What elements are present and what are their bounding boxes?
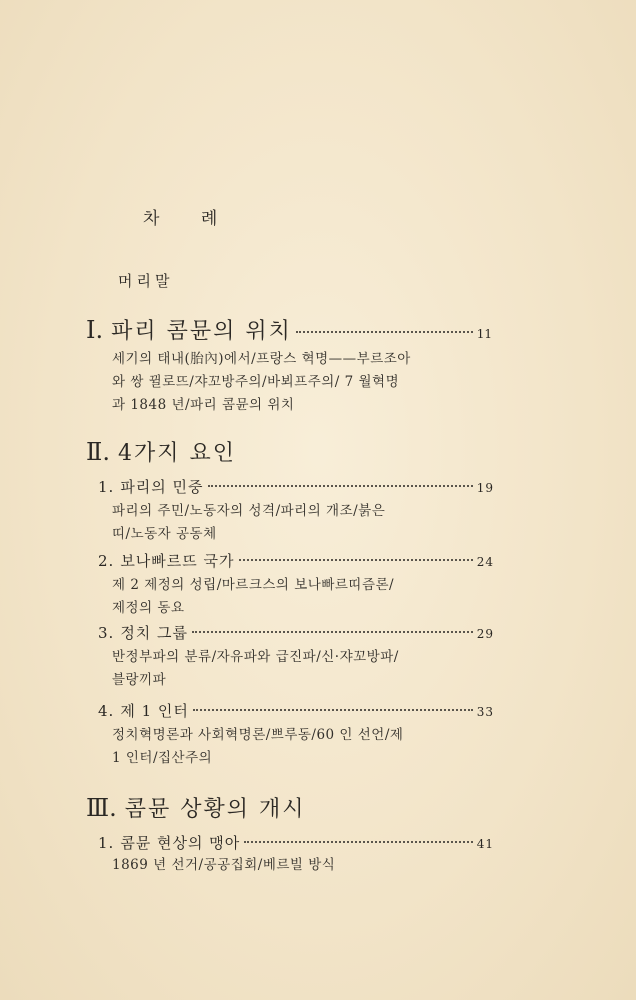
- part-title: 콤뮨 상황의 개시: [124, 797, 306, 822]
- section-2-4-desc: [112, 724, 403, 770]
- part-1-desc: [112, 348, 411, 417]
- page-number: 41: [476, 837, 494, 851]
- section-3-1: [98, 832, 494, 853]
- section-title: 콤뮨 현상의 맹아: [120, 834, 241, 852]
- desc-line: 세기의 태내(胎內)에서/프랑스 혁명——부르조아: [112, 351, 411, 367]
- section-number: 2.: [98, 552, 115, 570]
- leader-dots: [296, 331, 473, 333]
- leader-dots: [192, 631, 473, 633]
- part-2-heading: [86, 436, 236, 467]
- section-2-3-desc: [112, 646, 399, 692]
- desc-line: 제정의 동요: [112, 600, 185, 616]
- section-2-1: [98, 476, 494, 497]
- desc-line: 띠/노동자 공동체: [112, 526, 217, 542]
- section-2-2: [98, 550, 494, 571]
- page-number: 11: [476, 327, 492, 341]
- section-3-1-desc: [112, 854, 335, 877]
- part-title: 파리 콤뮨의 위치: [111, 319, 292, 344]
- desc-line: 반정부파의 분류/자유파와 급진파/신·쟈꼬방파/: [112, 649, 399, 665]
- desc-line: 정치혁명론과 사회혁명론/쁘루동/60 인 선언/제: [112, 727, 404, 743]
- page-number: 24: [476, 555, 494, 569]
- desc-line: 1 인터/집산주의: [112, 750, 213, 766]
- section-2-1-desc: [112, 500, 385, 546]
- section-title: 파리의 민중: [120, 478, 204, 496]
- desc-line: 블랑끼파: [112, 672, 167, 688]
- part-number: Ⅲ.: [86, 794, 117, 822]
- toc-heading: 차 례: [143, 209, 236, 229]
- section-2-2-desc: [112, 574, 394, 620]
- part-number: Ⅰ.: [86, 316, 104, 344]
- section-title: 정치 그룹: [120, 624, 189, 642]
- leader-dots: [239, 559, 473, 561]
- part-3-heading: [86, 792, 306, 823]
- leader-dots: [208, 485, 473, 487]
- desc-line: 제 2 제정의 성립/마르크스의 보나빠르띠즘론/: [112, 577, 395, 593]
- leader-dots: [193, 709, 473, 711]
- leader-dots: [244, 841, 472, 843]
- preface-entry: 머리말: [118, 272, 174, 290]
- section-number: 1.: [98, 834, 115, 852]
- desc-line: 파리의 주민/노동자의 성격/파리의 개조/붉은: [112, 503, 386, 519]
- section-2-4: [98, 700, 494, 721]
- desc-line: 와 쌍 뀔로뜨/쟈꼬방주의/바뵈프주의/ 7 월혁명: [112, 374, 400, 390]
- section-2-3: [98, 622, 494, 643]
- section-title: 제 1 인터: [120, 702, 189, 720]
- page-number: 33: [476, 705, 494, 719]
- desc-line: 1869 년 선거/공공집회/베르빌 방식: [112, 857, 336, 873]
- part-title: 4가지 요인: [117, 441, 236, 466]
- desc-line: 과 1848 년/파리 콤뮨의 위치: [112, 397, 295, 413]
- page-number: 29: [476, 627, 494, 641]
- part-number: Ⅱ.: [86, 438, 110, 466]
- section-number: 3.: [98, 624, 115, 642]
- section-title: 보나빠르뜨 국가: [120, 552, 235, 570]
- section-number: 4.: [98, 702, 115, 720]
- part-1-heading: [86, 314, 492, 345]
- page-number: 19: [476, 481, 494, 495]
- section-number: 1.: [98, 478, 115, 496]
